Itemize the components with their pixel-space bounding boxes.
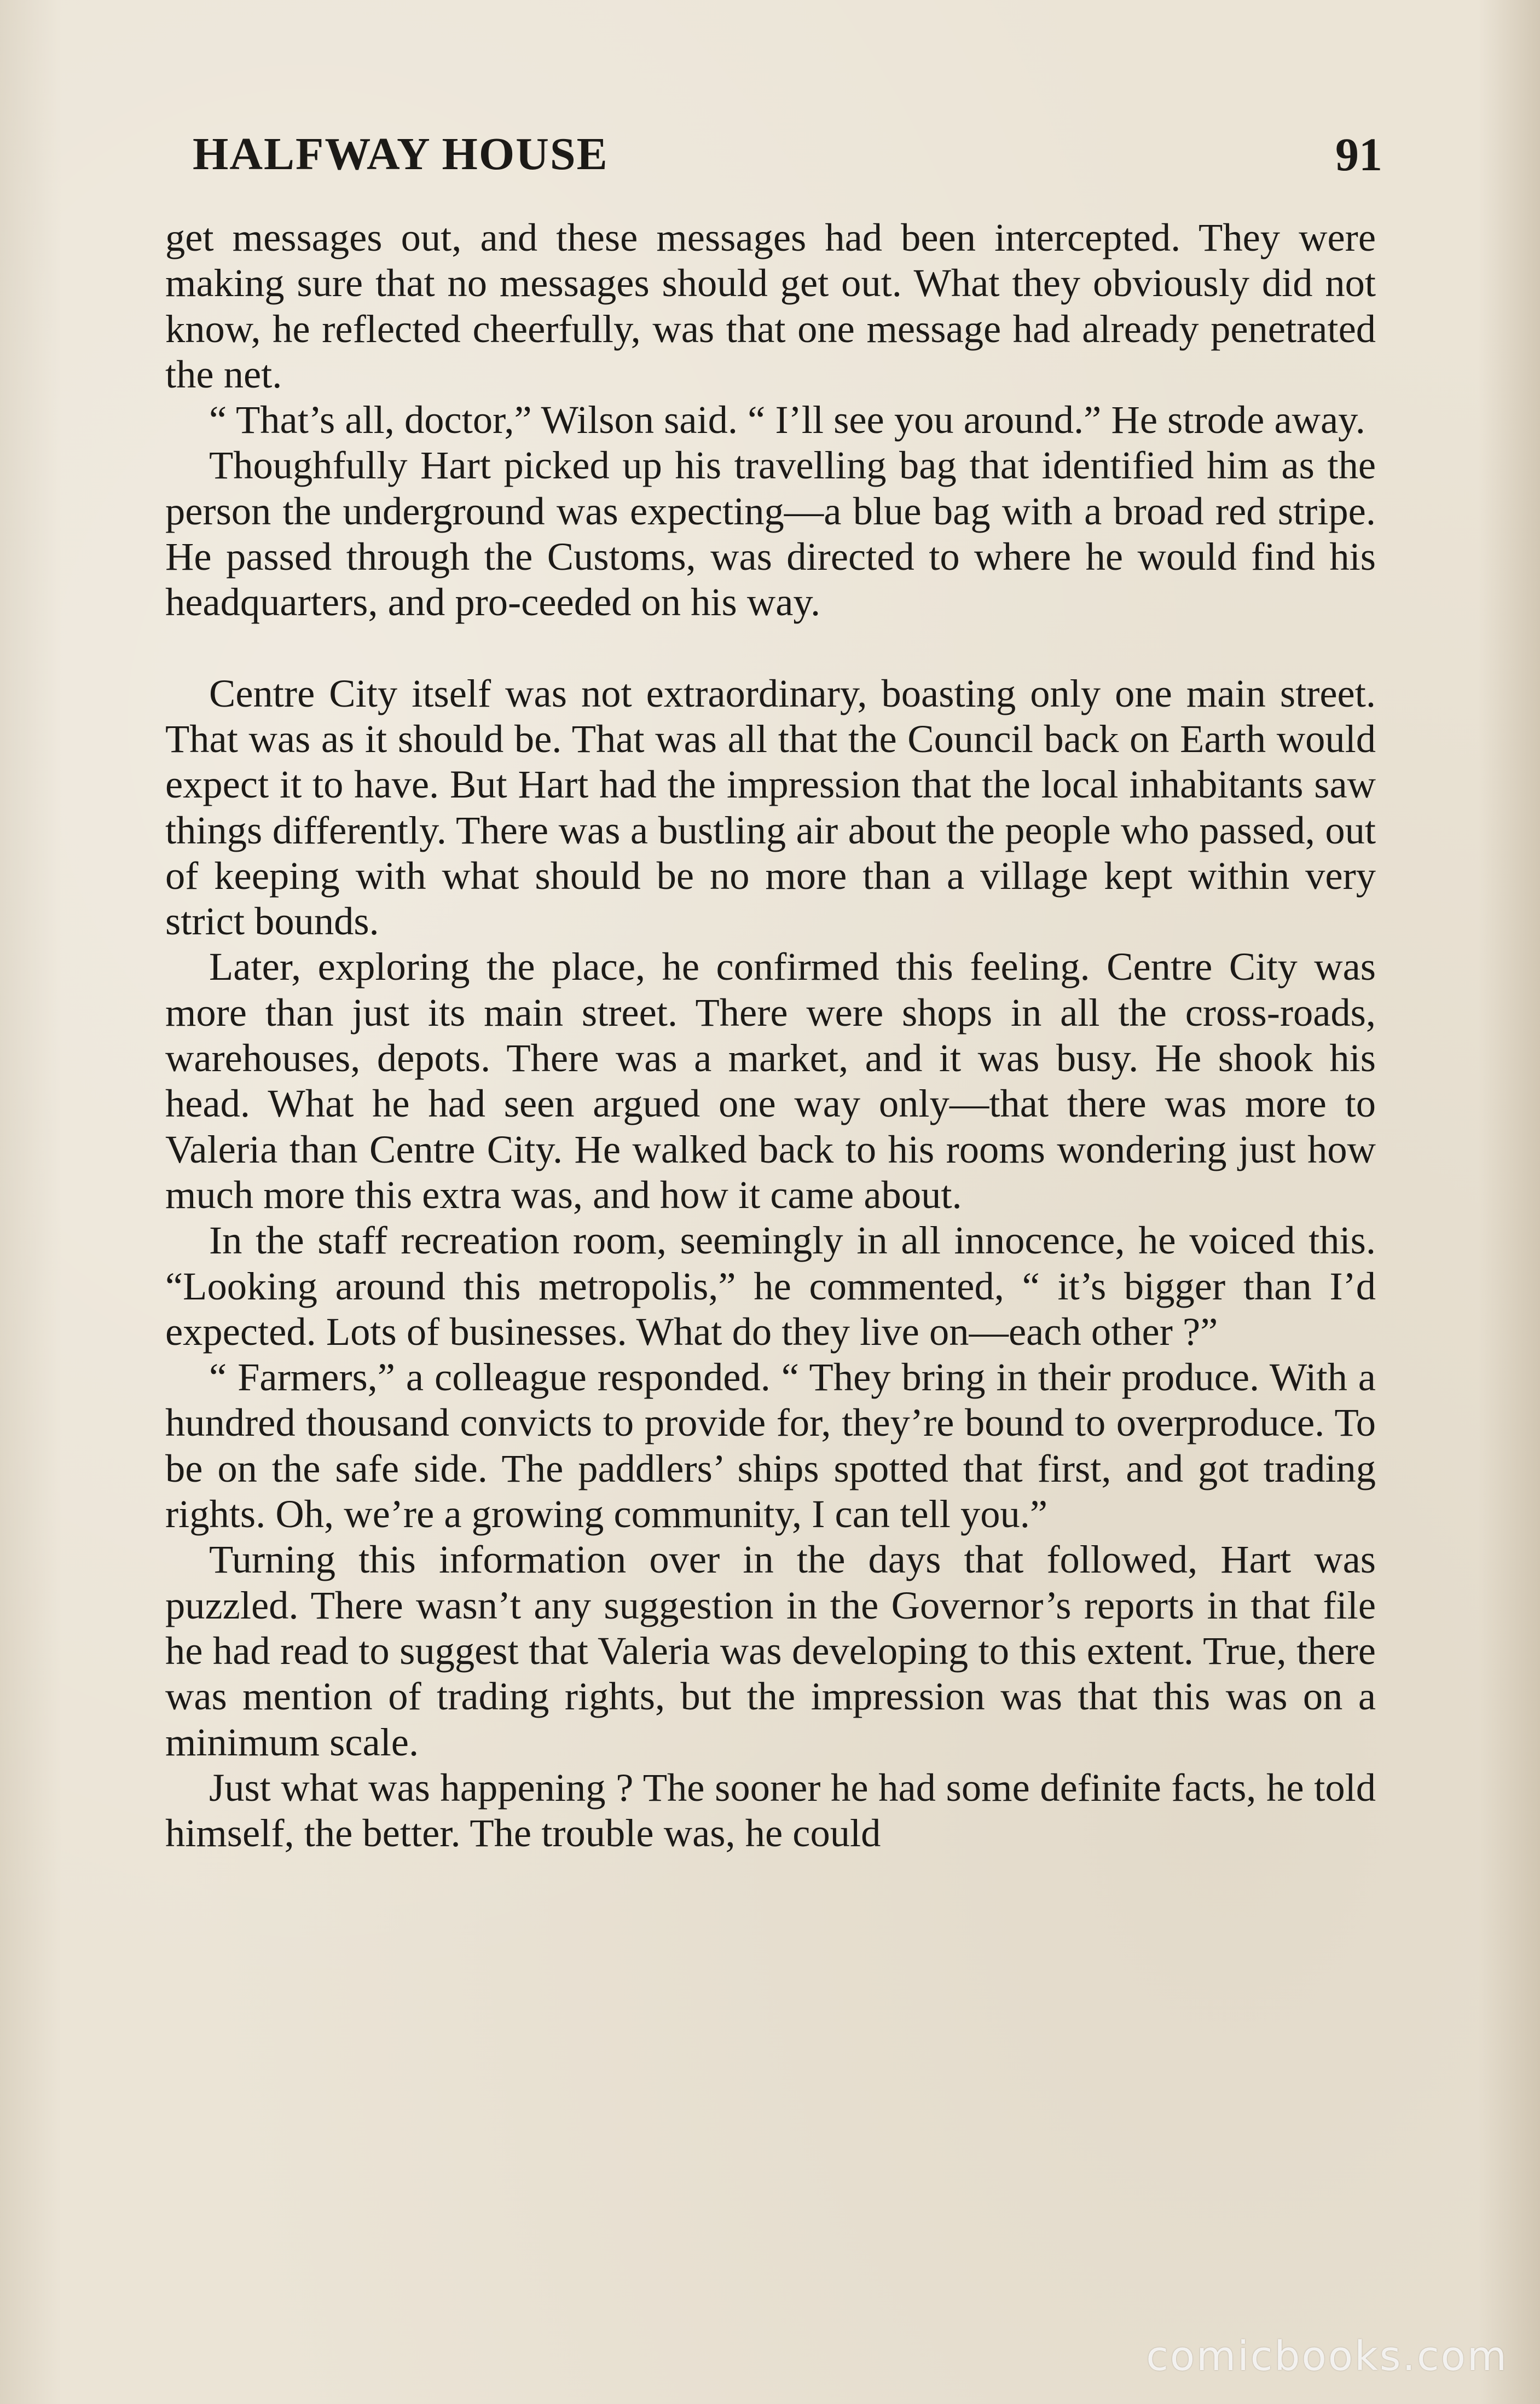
page-header (193, 122, 1382, 187)
body-text (165, 215, 1376, 1856)
watermark: comicbooks.com (1146, 2333, 1508, 2380)
paragraph: Centre City itself was not extraordinary, boasting only one main street. That was as it should be. That was all that the Council back on Earth would expect it to have. But Hart had the impression that the local inhabitants saw things differently. There was a bustling air about the people who passed, out of keeping with what should be no more than a village kept within very strict bounds. (165, 671, 1376, 944)
paragraph: Later, exploring the place, he confirmed this feeling. Centre City was more than just its main street. There were shops in all the cross-roads, warehouses, depots. There was a market, and it was busy. He shook his head. What he had seen argued one way only—that there was more to Valeria than Centre City. He walked back to his rooms wondering just how much more this extra was, and how it came about. (165, 944, 1376, 1217)
paragraph: “ Farmers,” a colleague responded. “ They bring in their produce. With a hundred thousand convicts to provide for, they’re bound to overproduce. To be on the safe side. The paddlers’ ships spotted that first, and got trading rights. Oh, we’re a growing community, I can tell you.” (165, 1355, 1376, 1536)
scene-break (165, 625, 1376, 671)
running-title: HALFWAY HOUSE (193, 129, 609, 180)
paragraph: Turning this information over in the days that followed, Hart was puzzled. There wasn’t any suggestion in the Governor’s reports in that file he had read to suggest that Valeria was developing to this extent. True, there was mention of trading rights, but the impression was that this was on a minimum scale. (165, 1537, 1376, 1764)
paragraph: “ That’s all, doctor,” Wilson said. “ I’ll see you around.” He strode away. (209, 397, 1365, 442)
paragraph: In the staff recreation room, seemingly in all innocence, he voiced this. “Looking around this metropolis,” he commented, “ it’s bigger than I’d expected. Lots of businesses. What do they live on—each other ?” (165, 1218, 1376, 1354)
paragraph: get messages out, and these messages had been intercepted. They were making sure that no messages should get out. What they obviously did not know, he reflected cheerfully, was that one message had already penetrated the net. (165, 215, 1376, 396)
page-number: 91 (1335, 128, 1382, 181)
paragraph: Just what was happening ? The sooner he had some definite facts, he told himself, the better. The trouble was, he could (165, 1765, 1376, 1856)
paragraph: Thoughfully Hart picked up his travelling bag that identified him as the person the underground was expecting—a blue bag with a broad red stripe. He passed through the Customs, was directed to where he would find his headquarters, and pro-ceeded on his way. (165, 443, 1376, 625)
